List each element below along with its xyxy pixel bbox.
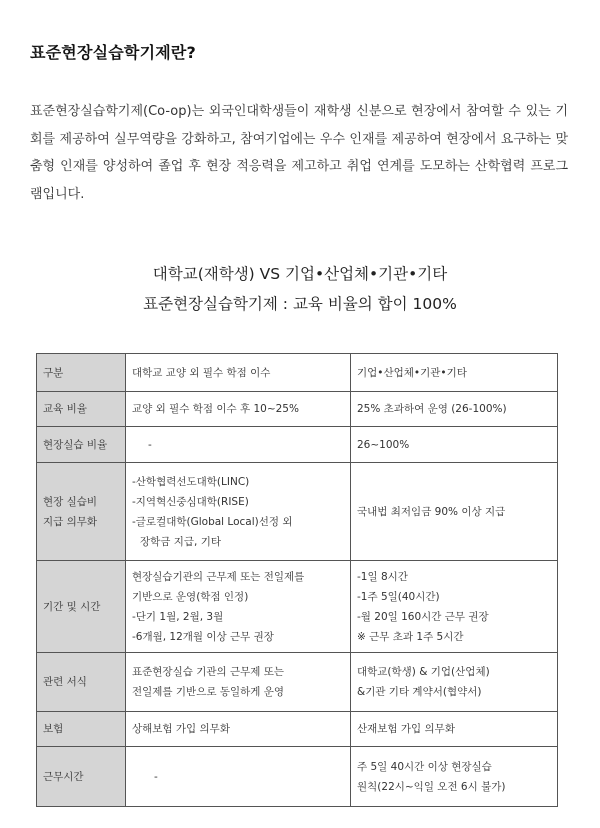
cell-line: ※ 근무 초과 1주 5시간 xyxy=(357,630,464,643)
cell-line: 25% 초과하여 운영 (26-100%) xyxy=(357,403,507,415)
header-university-cell: 대학교 교양 외 필수 학점 이수 xyxy=(126,354,351,392)
cell-line: 현장실습 비율 xyxy=(43,438,108,451)
cell-line: - xyxy=(154,770,158,783)
university-cell xyxy=(126,561,351,653)
cell-line: - xyxy=(148,438,152,451)
intro-paragraph: 표준현장실습학기제(Co-op)는 외국인대학생들이 재학생 신분으로 현장에서 참여할 수 있는 기회를 제공하여 실무역량을 강화하고, 참여기업에는 우수 인재를 제공하여 현장에서 요구하는 맞춤형 인재를 양성하여 졸업 후 현장 적응력을 제고하고 취업 연계를 도모하는 산학협력 프로그램입니다. xyxy=(30,104,568,202)
cell-line: 장학금 지급, 기타 xyxy=(140,535,222,548)
cell-line: -1일 8시간 xyxy=(357,570,408,583)
cell-line: 지급 의무화 xyxy=(43,515,98,528)
cell-line: 기반으로 운영(학점 인정) xyxy=(132,590,249,603)
cell-line: 현장 실습비 xyxy=(43,495,98,508)
table-row xyxy=(37,392,558,427)
row-label-cell xyxy=(37,392,126,427)
cell-line: 원칙(22시~익일 오전 6시 불가) xyxy=(357,780,506,793)
cell-line: 주 5일 40시간 이상 현장실습 xyxy=(357,760,492,773)
cell-line: 보험 xyxy=(43,723,64,735)
cell-line: 교양 외 필수 학점 이수 후 10~25% xyxy=(132,403,299,415)
cell-line: 관련 서식 xyxy=(43,676,87,688)
cell-line: -산학협력선도대학(LINC) xyxy=(132,475,250,488)
cell-line: -글로컬대학(Global Local)선정 외 xyxy=(132,515,293,528)
header-company-cell: 기업•산업체•기관•기타 xyxy=(351,354,558,392)
university-cell xyxy=(126,712,351,747)
row-label-cell xyxy=(37,747,126,807)
cell-line: 산재보험 가입 의무화 xyxy=(357,723,455,735)
cell-line: 대학교(학생) & 기업(산업체) xyxy=(357,666,490,678)
table-row xyxy=(37,463,558,561)
cell-line: -6개월, 12개월 이상 근무 권장 xyxy=(132,630,274,643)
cell-line: -지역혁신중심대학(RISE) xyxy=(132,495,249,508)
row-label-cell xyxy=(37,561,126,653)
company-cell xyxy=(351,653,558,712)
university-cell xyxy=(126,392,351,427)
row-label-cell xyxy=(37,653,126,712)
cell-line: 26~100% xyxy=(357,438,410,451)
cell-line: 근무시간 xyxy=(43,770,84,783)
cell-line: 전일제를 기반으로 동일하게 운영 xyxy=(132,686,285,698)
row-label-cell xyxy=(37,712,126,747)
university-cell xyxy=(126,747,351,807)
table-row xyxy=(37,561,558,653)
row-label-cell xyxy=(37,463,126,561)
table-row xyxy=(37,653,558,712)
university-cell xyxy=(126,463,351,561)
table-row xyxy=(37,427,558,463)
ratio-subtitle: 표준현장실습학기제 : 교육 비율의 합이 100% xyxy=(143,295,457,313)
company-cell xyxy=(351,392,558,427)
cell-line: 상해보험 가입 의무화 xyxy=(132,723,230,735)
row-label-cell xyxy=(37,427,126,463)
cell-line: 교육 비율 xyxy=(43,403,87,415)
header-label-cell: 구분 xyxy=(37,354,126,392)
cell-line: -1주 5일(40시간) xyxy=(357,590,440,603)
university-cell xyxy=(126,653,351,712)
cell-line: 표준현장실습 기관의 근무제 또는 xyxy=(132,666,285,678)
company-cell xyxy=(351,463,558,561)
comparison-table xyxy=(36,353,558,807)
company-cell xyxy=(351,561,558,653)
company-cell xyxy=(351,712,558,747)
table-row xyxy=(37,712,558,747)
company-cell xyxy=(351,427,558,463)
university-cell xyxy=(126,427,351,463)
company-cell xyxy=(351,747,558,807)
comparison-subtitle: 대학교(재학생) VS 기업•산업체•기관•기타 xyxy=(152,265,448,283)
cell-line: -단기 1월, 2월, 3월 xyxy=(132,610,224,623)
page-title: 표준현장실습학기제란? xyxy=(30,43,197,62)
cell-line: 국내법 최저임금 90% 이상 지급 xyxy=(357,505,506,518)
cell-line: 현장실습기관의 근무제 또는 전일제를 xyxy=(132,570,305,583)
table-row xyxy=(37,747,558,807)
cell-line: &기관 기타 계약서(협약서) xyxy=(357,686,482,698)
cell-line: -월 20일 160시간 근무 권장 xyxy=(357,610,489,623)
cell-line: 기간 및 시간 xyxy=(43,600,101,613)
table-header-row xyxy=(37,354,558,392)
